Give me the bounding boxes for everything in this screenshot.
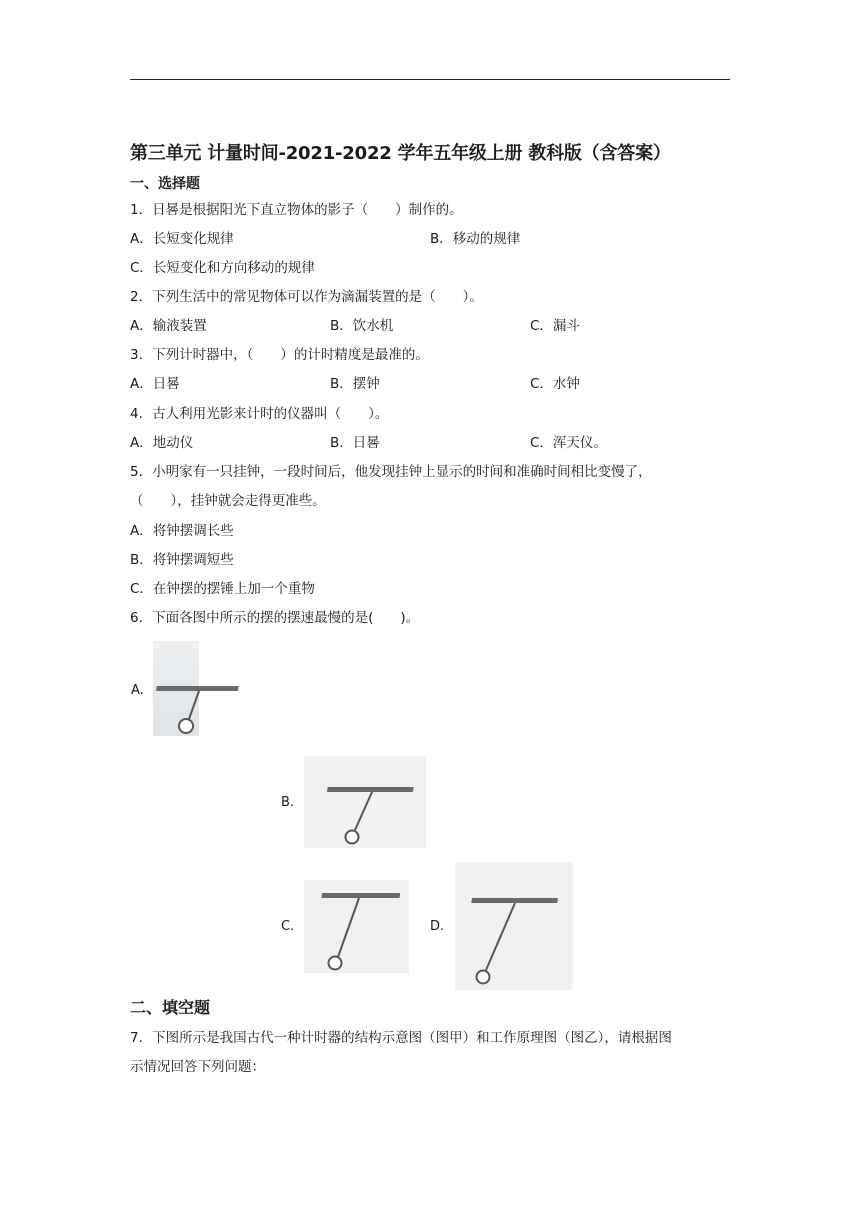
pendulum-d-drawing — [455, 862, 573, 990]
q6-option-d-label: D. — [430, 919, 445, 934]
q1-option-a: A．长短变化规律 — [130, 231, 234, 247]
q4-option-b: B．日晷 — [330, 435, 380, 451]
q4-option-a: A．地动仪 — [130, 435, 194, 451]
q2-stem: 2．下列生活中的常见物体可以作为滴漏装置的是（ ）。 — [130, 289, 483, 305]
pendulum-b-drawing — [304, 756, 426, 848]
q6-option-c-label: C. — [281, 919, 295, 934]
q3-stem: 3．下列计时器中，（ ）的计时精度是最准的。 — [130, 347, 429, 363]
q6-pendulum-b-image — [304, 756, 426, 848]
pendulum-c-drawing — [304, 880, 409, 973]
page-title: 第三单元 计量时间-2021-2022 学年五年级上册 教科版（含答案） — [130, 143, 671, 164]
q7-stem-line2: 示情况回答下列问题： — [130, 1059, 265, 1075]
section-choice-heading: 一、选择题 — [130, 176, 200, 192]
header-rule — [130, 79, 730, 80]
q1-option-c: C．长短变化和方向移动的规律 — [130, 260, 315, 276]
q5-stem-line2: （ ），挂钟就会走得更准些。 — [130, 493, 326, 509]
q1-option-b: B．移动的规律 — [430, 231, 521, 247]
q7-stem-line1: 7．下图所示是我国古代一种计时器的结构示意图（图甲）和工作原理图（图乙），请根据图 — [130, 1030, 672, 1046]
section-fill-heading: 二、填空题 — [130, 998, 211, 1017]
q6-pendulum-c-image — [304, 880, 409, 973]
q4-option-c: C．浑天仪。 — [530, 435, 607, 451]
q2-option-b: B．饮水机 — [330, 318, 394, 334]
q3-option-b: B．摆钟 — [330, 376, 380, 392]
q2-option-a: A．输液装置 — [130, 318, 207, 334]
q6-pendulum-d-image — [455, 862, 573, 990]
q3-option-a: A．日晷 — [130, 376, 180, 392]
q3-option-c: C．水钟 — [530, 376, 580, 392]
q4-stem: 4．古人利用光影来计时的仪器叫（ ）。 — [130, 406, 389, 422]
q6-option-b-label: B. — [281, 795, 295, 810]
q5-stem-line1: 5．小明家有一只挂钟，一段时间后，他发现挂钟上显示的时间和准确时间相比变慢了， — [130, 464, 652, 480]
q6-option-a-label: A. — [131, 683, 144, 698]
q5-option-b: B．将钟摆调短些 — [130, 552, 234, 568]
q6-pendulum-a-image — [153, 641, 199, 736]
q5-option-c: C．在钟摆的摆锤上加一个重物 — [130, 581, 315, 597]
pendulum-a-drawing — [153, 641, 253, 736]
q2-option-c: C．漏斗 — [530, 318, 580, 334]
q6-stem: 6．下面各图中所示的摆的摆速最慢的是( )。 — [130, 610, 420, 626]
q5-option-a: A．将钟摆调长些 — [130, 523, 234, 539]
q1-stem: 1．日晷是根据阳光下直立物体的影子（ ）制作的。 — [130, 202, 463, 218]
